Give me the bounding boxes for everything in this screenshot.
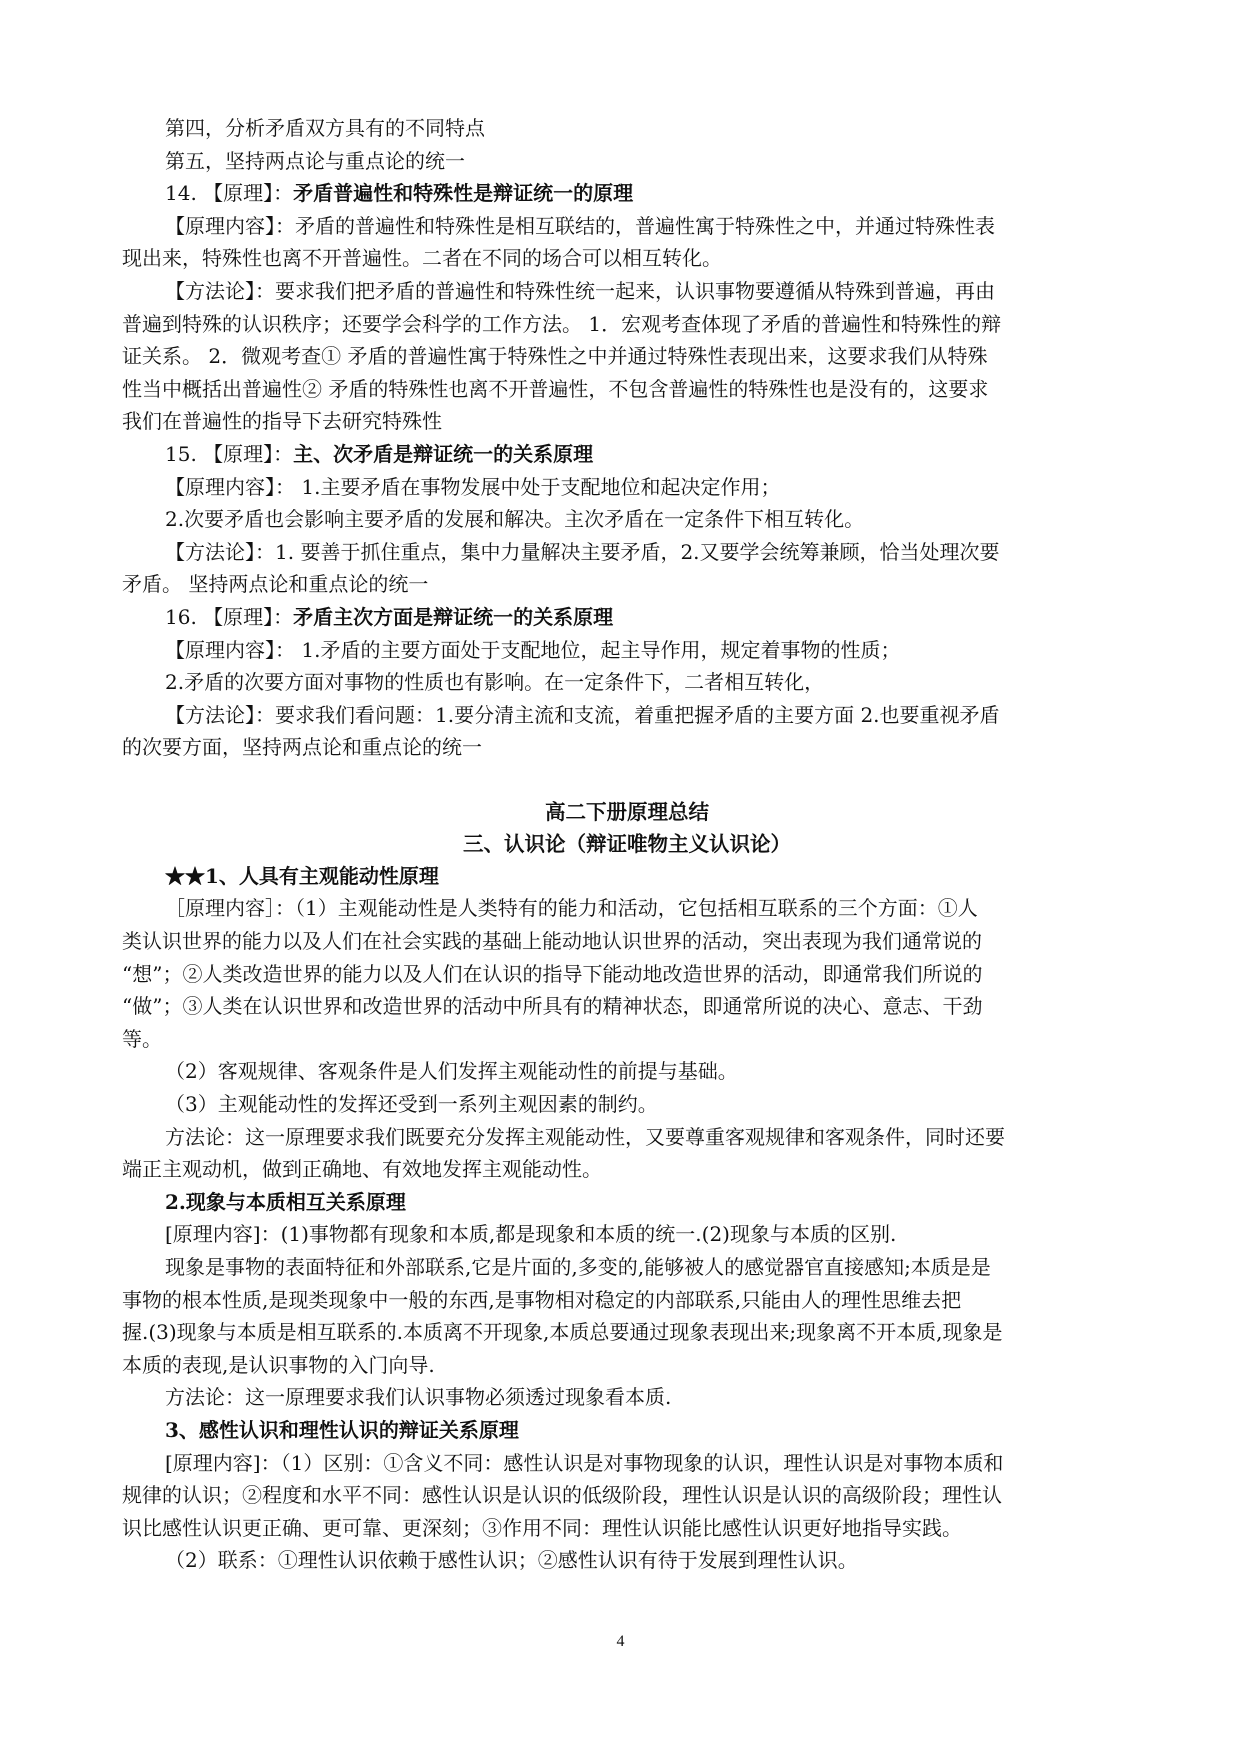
text-line: 方法论：这一原理要求我们既要充分发挥主观能动性，又要尊重客观规律和客观条件，同时还要: [165, 1124, 1005, 1149]
section-prefix: 14. 【原理】：: [165, 181, 294, 206]
section-14-heading: [122, 177, 1132, 210]
text-line: 【原理内容】： 1.矛盾的主要方面处于支配地位，起主导作用，规定着事物的性质；: [165, 637, 901, 662]
text-line: 等。: [122, 1026, 162, 1051]
text-line: 方法论：这一原理要求我们认识事物必须透过现象看本质.: [165, 1385, 672, 1410]
page-number: 4: [616, 1633, 625, 1650]
text-line: 矛盾。 坚持两点论和重点论的统一: [122, 572, 429, 597]
text-line: “做”；③人类在认识世界和改造世界的活动中所具有的精神状态，即通常所说的决心、意志、干劲: [122, 994, 983, 1019]
text-line: 事物的根本性质,是现类现象中一般的东西,是事物相对稳定的内部联系,只能由人的理性思维去把: [122, 1287, 962, 1312]
text-line: 性当中概括出普遍性② 矛盾的特殊性也离不开普遍性，不包含普遍性的特殊性也是没有的，这要求: [122, 376, 989, 401]
text-line: 我们在普遍性的指导下去研究特殊性: [122, 409, 442, 434]
text-line: 2.矛盾的次要方面对事物的性质也有影响。在一定条件下，二者相互转化，: [165, 670, 825, 695]
text-line: 类认识世界的能力以及人们在社会实践的基础上能动地认识世界的活动，突出表现为我们通常说的: [122, 929, 982, 954]
text-line: 规律的认识；②程度和水平不同：感性认识是认识的低级阶段，理性认识是认识的高级阶段；理性认: [122, 1483, 1002, 1508]
text-line: ［原理内容］：（1）主观能动性是人类特有的能力和活动，它包括相互联系的三个方面：①人: [165, 896, 978, 921]
text-line: 识比感性认识更正确、更可靠、更深刻；③作用不同：理性认识能比感性认识更好地指导实践。: [122, 1515, 962, 1540]
chapter-subtitle: 三、认识论（辩证唯物主义认识论）: [463, 831, 791, 856]
section-title: 主、次矛盾是辩证统一的关系原理: [293, 441, 594, 466]
section-prefix: 16. 【原理】：: [165, 604, 294, 629]
text-line: [原理内容]：(1)事物都有现象和本质,都是现象和本质的统一.(2)现象与本质的区别.: [165, 1222, 897, 1247]
section-15-heading: [122, 438, 1132, 471]
spacer: [122, 764, 1132, 796]
text-line: 【方法论】：1. 要善于抓住重点，集中力量解决主要矛盾，2.又要学会统筹兼顾，恰当处理次要: [165, 539, 1000, 564]
text-line: 【方法论】：要求我们看问题：1.要分清主流和支流，着重把握矛盾的主要方面 2.也要重视矛盾: [165, 702, 1000, 727]
text-line: （3）主观能动性的发挥还受到一系列主观因素的制约。: [165, 1092, 658, 1117]
text-line: 握.(3)现象与本质是相互联系的.本质离不开现象,本质总要通过现象表现出来;现象离不开本质,现象是: [122, 1320, 1003, 1345]
chapter-title: 高二下册原理总结: [545, 799, 709, 824]
text-line: 2.次要矛盾也会影响主要矛盾的发展和解决。主次矛盾在一定条件下相互转化。: [165, 507, 865, 532]
text-line: 的次要方面，坚持两点论和重点论的统一: [122, 735, 482, 760]
principle-1-heading: ★★1、人具有主观能动性原理: [165, 863, 439, 888]
section-16-heading: [122, 601, 1132, 634]
text-line: [原理内容]：（1）区别：①含义不同：感性认识是对事物现象的认识，理性认识是对事物本质和: [165, 1450, 1004, 1475]
text-line: 第四，分析矛盾双方具有的不同特点: [165, 116, 485, 140]
text-line: 现出来，特殊性也离不开普遍性。二者在不同的场合可以相互转化。: [122, 246, 722, 271]
section-title: 矛盾主次方面是辩证统一的关系原理: [293, 604, 614, 629]
text-line: 第五，坚持两点论与重点论的统一: [165, 148, 465, 173]
text-line: 【原理内容】：矛盾的普遍性和特殊性是相互联结的，普遍性寓于特殊性之中，并通过特殊性表: [165, 213, 995, 238]
text-line: 现象是事物的表面特征和外部联系,它是片面的,多变的,能够被人的感觉器官直接感知;本质是是: [165, 1255, 991, 1279]
text-line: 普遍到特殊的认识秩序；还要学会科学的工作方法。 1．宏观考查体现了矛盾的普遍性和特殊性的辩: [122, 311, 1002, 336]
section-prefix: 15. 【原理】：: [165, 441, 294, 466]
text-line: 证关系。 2．微观考查① 矛盾的普遍性寓于特殊性之中并通过特殊性表现出来，这要求我们从特殊: [122, 344, 988, 369]
text-line: 本质的表现,是认识事物的入门向导.: [122, 1352, 435, 1377]
principle-2-heading: 2.现象与本质相互关系原理: [165, 1189, 406, 1214]
principle-3-heading: 3、感性认识和理性认识的辩证关系原理: [165, 1417, 519, 1442]
text-line: 【原理内容】： 1.主要矛盾在事物发展中处于支配地位和起决定作用；: [165, 474, 781, 499]
document-page: [122, 112, 1132, 1577]
text-line: “想”；②人类改造世界的能力以及人们在认识的指导下能动地改造世界的活动，即通常我们所说的: [122, 961, 983, 986]
text-line: （2）联系：①理性认识依赖于感性认识；②感性认识有待于发展到理性认识。: [165, 1548, 858, 1573]
text-line: 端正主观动机，做到正确地、有效地发挥主观能动性。: [122, 1157, 602, 1182]
text-line: 【方法论】：要求我们把矛盾的普遍性和特殊性统一起来，认识事物要遵循从特殊到普遍，再由: [165, 278, 995, 303]
section-title: 矛盾普遍性和特殊性是辩证统一的原理: [293, 181, 634, 206]
text-line: （2）客观规律、客观条件是人们发挥主观能动性的前提与基础。: [165, 1059, 738, 1084]
